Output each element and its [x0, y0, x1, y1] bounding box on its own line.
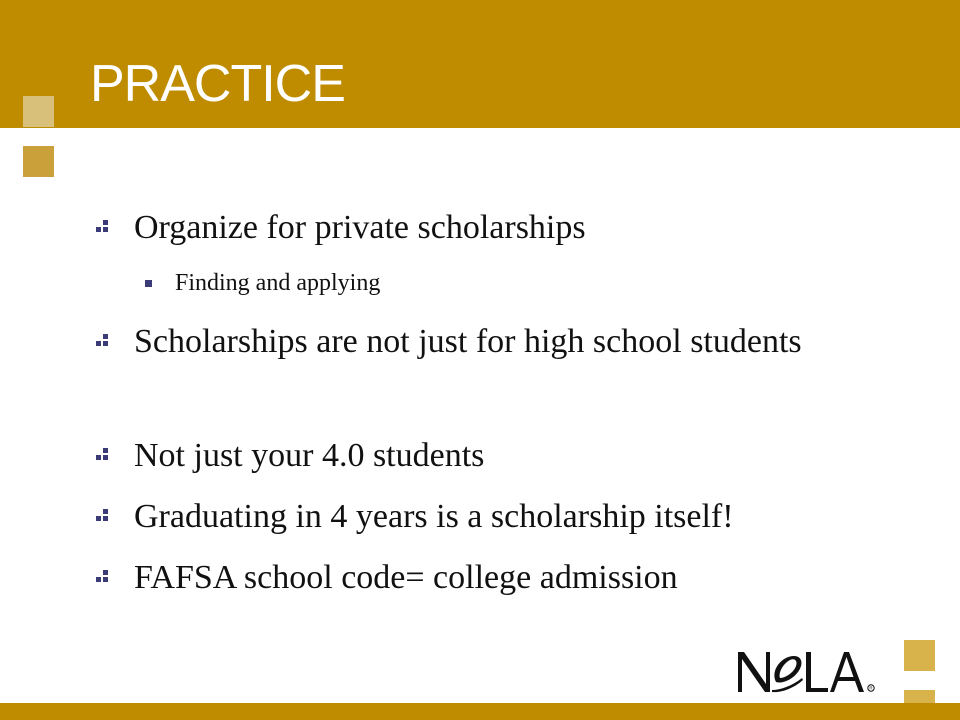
bullet-item: [134, 206, 894, 250]
bullet-marker-icon: [96, 220, 110, 234]
bullet-marker-icon: [96, 448, 110, 462]
decor-square-bottom-right-partial: [904, 690, 935, 703]
bullet-marker-icon: [96, 334, 110, 348]
bullet-text: Not just your 4.0 students: [134, 437, 485, 474]
footer-bar: [0, 703, 960, 720]
sub-bullet-marker-icon: [145, 280, 152, 287]
bullet-text: Organize for private scholarships: [134, 209, 586, 246]
bullet-text: Scholarships are not just for high school students: [134, 323, 802, 360]
bullet-marker-icon: [96, 570, 110, 584]
sub-bullet-text: Finding and applying: [175, 270, 381, 296]
bullet-item: [134, 320, 894, 364]
nola-logo: [736, 640, 886, 700]
bullet-item: [134, 556, 894, 600]
bullet-marker-icon: [96, 509, 110, 523]
bullet-text: Graduating in 4 years is a scholarship itself!: [134, 498, 734, 535]
sub-bullet-item: [175, 268, 380, 298]
bullet-item: [134, 495, 894, 539]
decor-square-bottom-right: [904, 640, 935, 671]
bullet-text: FAFSA school code= college admission: [134, 559, 678, 596]
bullet-item: [134, 434, 894, 478]
svg-text:R: R: [869, 685, 873, 691]
slide-title: PRACTICE: [90, 55, 345, 113]
